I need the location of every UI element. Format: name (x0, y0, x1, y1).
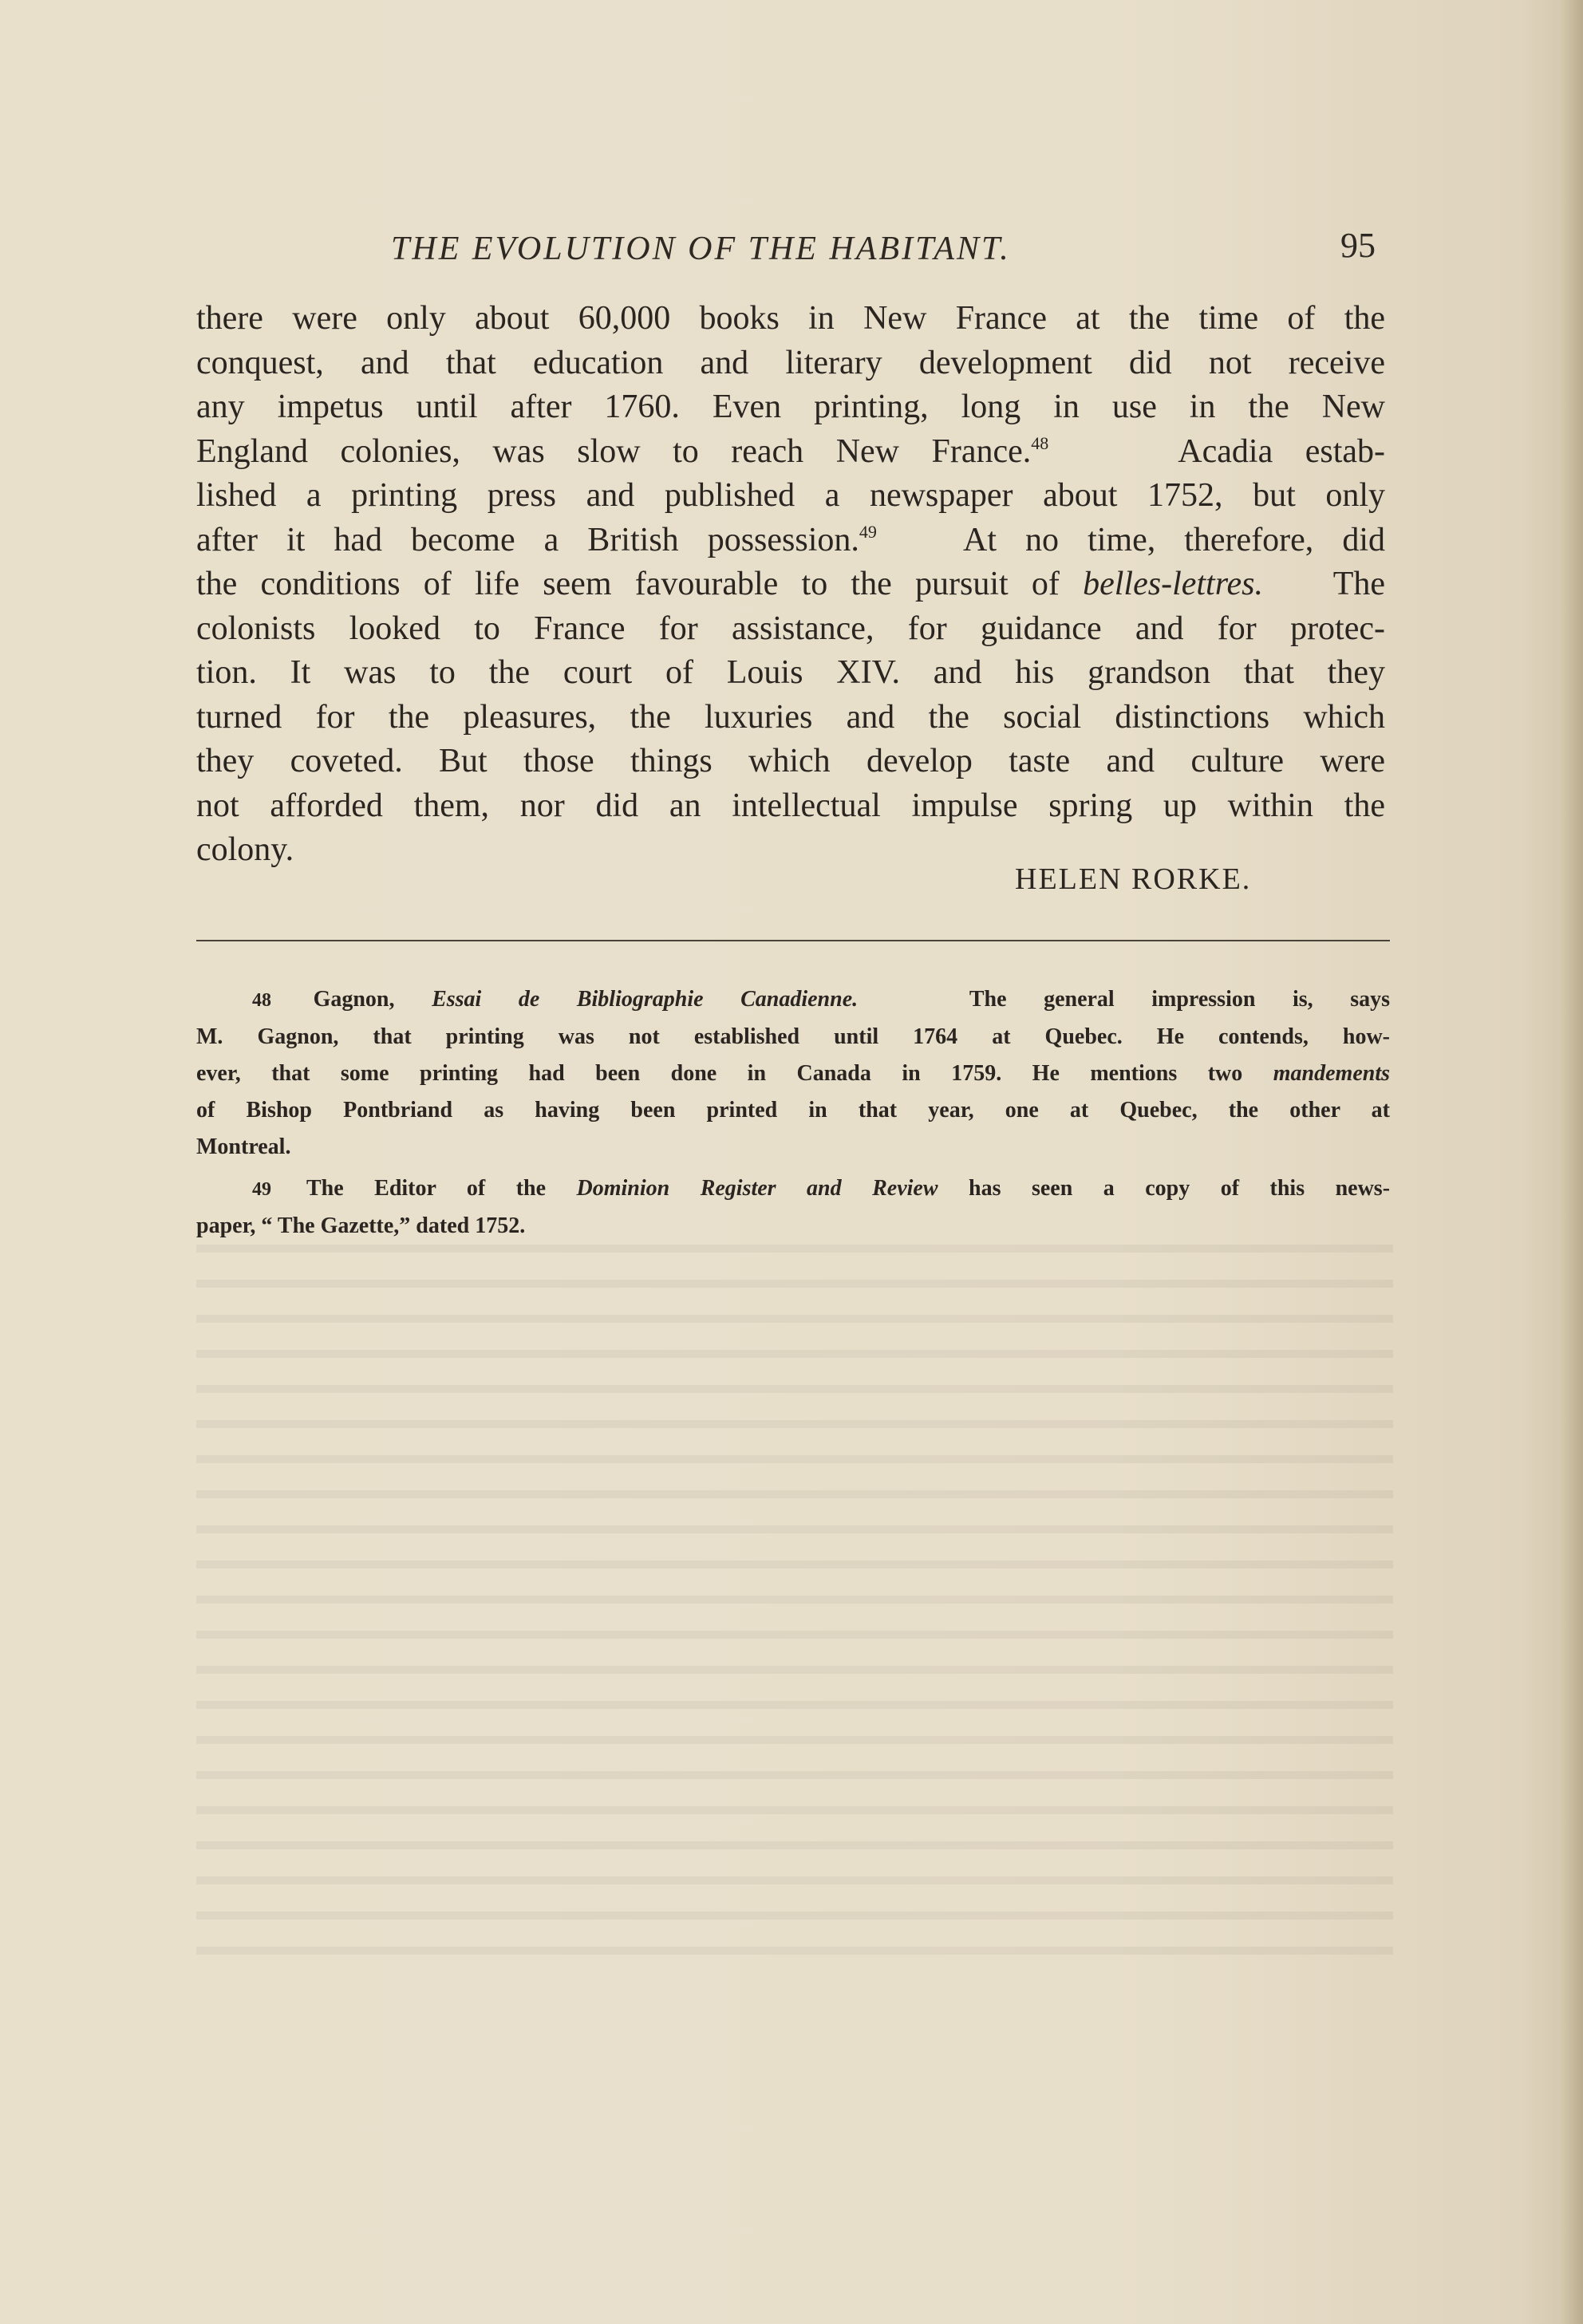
body-line-text: after it had become a British possession. (196, 521, 859, 558)
footnote-line: of Bishop Pontbriand as having been printed in that year, one at Quebec, the other at (196, 1098, 1390, 1123)
footnote-line (196, 1170, 1390, 1208)
footnote-number: 48 (252, 990, 271, 1011)
footnote-line: paper, “ The Gazette,” dated 1752. (196, 1213, 526, 1238)
footnote-text: Gagnon, (313, 987, 395, 1012)
body-line (196, 519, 1385, 563)
body-line: any impetus until after 1760. Even printing, long in use in the New (196, 389, 1385, 425)
italic-term: belles-lettres. (1083, 566, 1263, 602)
footnote-line (196, 1055, 1390, 1092)
body-line (196, 562, 1385, 607)
footnote-divider (196, 940, 1390, 941)
body-line-text: the conditions of life seem favourable to the pursuit of (196, 566, 1060, 602)
footnote-text: has seen a copy of this news- (969, 1176, 1391, 1201)
footnotes (196, 981, 1390, 1249)
body-line: colonists looked to France for assistance, for guidance and for protec- (196, 610, 1385, 647)
body-line: lished a printing press and published a newspaper about 1752, but only (196, 477, 1385, 514)
body-line: colony. (196, 831, 294, 868)
footnote-text: The Editor of the (306, 1176, 547, 1201)
page-number: 95 (1340, 226, 1376, 265)
body-line-text: At no time, therefore, did (963, 521, 1386, 558)
note-ref-49: 49 (859, 521, 877, 542)
footnote-number: 49 (252, 1179, 271, 1200)
body-line: they coveted. But those things which develop taste and culture were (196, 743, 1385, 779)
footnote-italic: Dominion Register and Review (576, 1176, 938, 1201)
note-ref-48: 48 (1031, 432, 1049, 453)
body-line: conquest, and that education and literary development did not receive (196, 344, 1385, 381)
body-line (196, 430, 1385, 475)
body-line: tion. It was to the court of Louis XIV. and his grandson that they (196, 654, 1385, 691)
body-line: turned for the pleasures, the luxuries and the social distinctions which (196, 698, 1385, 736)
body-line: not afforded them, nor did an intellectual impulse spring up within the (196, 787, 1385, 824)
footnote-text: The general impression is, says (969, 987, 1391, 1012)
footnote-48 (196, 981, 1390, 1166)
running-title: THE EVOLUTION OF THE HABITANT. (391, 231, 1011, 267)
footnote-49 (196, 1170, 1390, 1245)
body-paragraph (196, 297, 1385, 873)
page-edge (1561, 0, 1583, 2324)
footnote-line: M. Gagnon, that printing was not established until 1764 at Quebec. He contends, how- (196, 1024, 1390, 1049)
footnote-italic: mandements (1273, 1061, 1391, 1086)
author-signature: HELEN RORKE. (1015, 862, 1252, 896)
footnote-text: ever, that some printing had been done in Canada in 1759. He mentions two (196, 1061, 1243, 1086)
body-line-text: Acadia estab- (1178, 432, 1385, 470)
body-line-text: England colonies, was slow to reach New France. (196, 432, 1032, 470)
body-line: there were only about 60,000 books in New France at the time of the (196, 300, 1385, 337)
footnote-italic: Essai de Bibliographie Canadienne. (432, 987, 859, 1012)
show-through-texture (196, 1245, 1393, 1963)
footnote-line: Montreal. (196, 1134, 291, 1159)
footnote-line (196, 981, 1390, 1019)
body-line-text: The (1332, 566, 1386, 602)
